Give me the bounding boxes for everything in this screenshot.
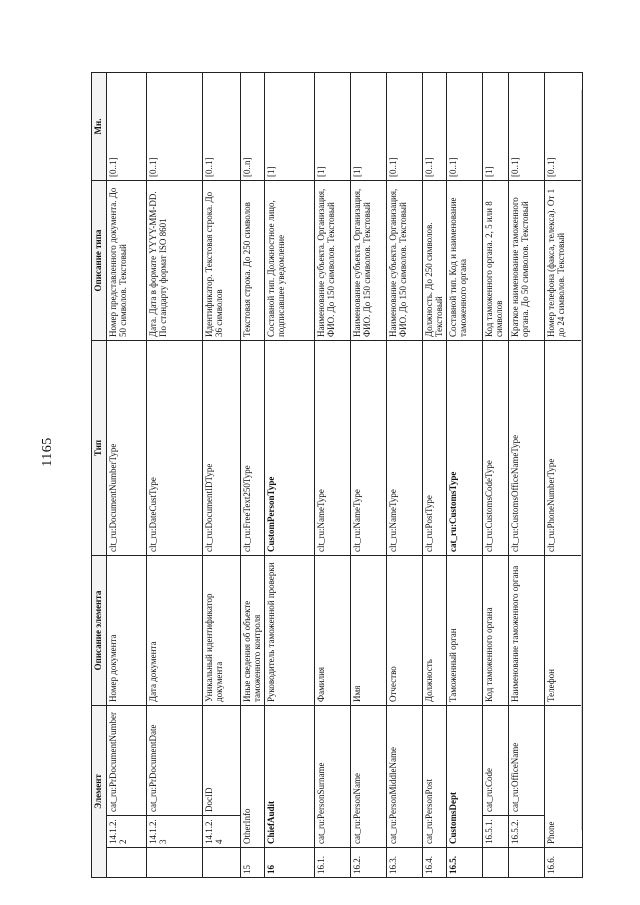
row-type-description: Номер представленного документа. До 50 символов. Текстовый bbox=[107, 181, 147, 341]
row-type: cat_ru:CustomsType bbox=[447, 341, 483, 556]
row-element-name: Phone bbox=[545, 706, 583, 848]
row-level1-number: 16.6. bbox=[545, 848, 583, 878]
row-type-description: Краткое наименование таможенного органа. До 50 символов. Текстовый bbox=[509, 181, 545, 341]
row-multiplicity: [1] bbox=[315, 73, 351, 181]
row-element-name: CustomsDept bbox=[447, 706, 483, 848]
row-description: Наименование таможенного органа bbox=[509, 556, 545, 706]
row-type: clt_ru:DateCustType bbox=[147, 341, 203, 556]
row-level1-number: 16 bbox=[265, 848, 315, 878]
row-element-name: DocID bbox=[203, 706, 241, 816]
row-multiplicity: [0..1] bbox=[509, 73, 545, 181]
row-type-description: Код таможенного органа. 2, 5 или 8 символов bbox=[483, 181, 509, 341]
row-type-description: Номер телефона (факса, телекса). От 1 до 24 символов. Текстовый bbox=[545, 181, 583, 341]
document-page bbox=[91, 73, 571, 878]
row-level1-number: 16.4. bbox=[423, 848, 447, 878]
row-multiplicity: [1] bbox=[265, 73, 315, 181]
table-row bbox=[387, 73, 423, 878]
header-element: Элемент bbox=[92, 706, 107, 878]
row-level1-number: 16.3. bbox=[387, 848, 423, 878]
row-multiplicity: [0..n] bbox=[241, 73, 265, 181]
row-multiplicity: [0..1] bbox=[107, 73, 147, 181]
row-level1-number: 16.1. bbox=[315, 848, 351, 878]
row-element-name: ChiefAudit bbox=[265, 706, 315, 848]
table-header-row bbox=[92, 73, 107, 878]
row-level1-number bbox=[147, 848, 203, 878]
table-row bbox=[545, 73, 583, 878]
row-description: Руководитель таможенной проверки bbox=[265, 556, 315, 706]
row-type: clt_ru:CustomsOfficeNameType bbox=[509, 341, 545, 556]
table-row bbox=[107, 73, 147, 878]
row-description: Таможенный орган bbox=[447, 556, 483, 706]
row-description: Имя bbox=[351, 556, 387, 706]
row-level1-number: 16.5. bbox=[447, 848, 483, 878]
header-multiplicity: Мн. bbox=[92, 73, 107, 181]
row-type: clt_ru:FreeText250Type bbox=[241, 341, 265, 556]
row-level2-number: 14.1.2.3 bbox=[147, 816, 203, 848]
table-row bbox=[509, 73, 545, 878]
row-multiplicity: [0..1] bbox=[423, 73, 447, 181]
row-element-name: cat_ru:PersonMiddleName bbox=[387, 706, 423, 848]
row-multiplicity: [0..1] bbox=[387, 73, 423, 181]
row-description: Уникальный идентификатор документа bbox=[203, 556, 241, 706]
row-level1-number bbox=[107, 848, 147, 878]
row-element-name: cat_ru:PersonSurname bbox=[315, 706, 351, 848]
row-level1-number bbox=[203, 848, 241, 878]
row-description: Фамилия bbox=[315, 556, 351, 706]
row-type-description: Наименование субъекта. Организация, ФИО. До 150 символов. Текстовый bbox=[315, 181, 351, 341]
row-description: Отчество bbox=[387, 556, 423, 706]
row-level1-number: 15 bbox=[241, 848, 265, 878]
header-type: Тип bbox=[92, 341, 107, 556]
row-type: clt_ru:NameType bbox=[315, 341, 351, 556]
row-description: Телефон bbox=[545, 556, 583, 706]
row-type-description: Наименование субъекта. Организация, ФИО. До 150 символов. Текстовый bbox=[387, 181, 423, 341]
row-description: Код таможенного органа bbox=[483, 556, 509, 706]
row-type: CustomPersonType bbox=[265, 341, 315, 556]
row-level1-number: 16.2. bbox=[351, 848, 387, 878]
table-row bbox=[351, 73, 387, 878]
row-type: clt_ru:DocumentIDType bbox=[203, 341, 241, 556]
row-element-name: cat_ru:PersonName bbox=[351, 706, 387, 848]
row-description: Дата документа bbox=[147, 556, 203, 706]
header-description: Описание элемента bbox=[92, 556, 107, 706]
table-row bbox=[265, 73, 315, 878]
table-row bbox=[241, 73, 265, 878]
row-description: Номер документа bbox=[107, 556, 147, 706]
table-row bbox=[315, 73, 351, 878]
row-level1-number bbox=[483, 848, 509, 878]
row-multiplicity: [1] bbox=[483, 73, 509, 181]
row-type: clt_ru:PhoneNumberType bbox=[545, 341, 583, 556]
row-element-name: OtherInfo bbox=[241, 706, 265, 848]
table-row bbox=[203, 73, 241, 878]
row-type: clt_ru:NameType bbox=[387, 341, 423, 556]
row-multiplicity: [1] bbox=[351, 73, 387, 181]
row-type: clt_ru:CustomsCodeType bbox=[483, 341, 509, 556]
row-type-description: Идентификатор. Текстовая строка. До 36 символов bbox=[203, 181, 241, 341]
row-type-description: Наименование субъекта. Организация, ФИО. До 150 символов. Текстовый bbox=[351, 181, 387, 341]
row-level2-number: 16.5.1. bbox=[483, 816, 509, 848]
row-type-description: Должность. До 250 символов. Текстовый bbox=[423, 181, 447, 341]
row-multiplicity: [0..1] bbox=[147, 73, 203, 181]
row-element-name: cat_ru:PrDocumentNumber bbox=[107, 706, 147, 816]
scan-edge-divider bbox=[581, 90, 582, 830]
page-number: 1165 bbox=[40, 437, 55, 467]
row-type: clt_ru:PostType bbox=[423, 341, 447, 556]
row-type-description: Дата. Дата в формате YYYY-MM-DD. По стандарту формат ISO 8601 bbox=[147, 181, 203, 341]
row-level2-number: 14.1.2.4 bbox=[203, 816, 241, 848]
row-multiplicity: [0..1] bbox=[203, 73, 241, 181]
table-row bbox=[483, 73, 509, 878]
row-multiplicity: [0..1] bbox=[447, 73, 483, 181]
row-level2-number: 16.5.2. bbox=[509, 816, 545, 848]
row-level1-number bbox=[509, 848, 545, 878]
table-row bbox=[147, 73, 203, 878]
row-type: clt_ru:NameType bbox=[351, 341, 387, 556]
row-type: clt_ru:DocumentNumberType bbox=[107, 341, 147, 556]
row-description: Должность bbox=[423, 556, 447, 706]
row-type-description: Текстовая строка. До 250 символов bbox=[241, 181, 265, 341]
header-type-description: Описание типа bbox=[92, 181, 107, 341]
row-description: Иные сведения об объекте таможенного контроля bbox=[241, 556, 265, 706]
row-multiplicity: [0..1] bbox=[545, 73, 583, 181]
table-row bbox=[423, 73, 447, 878]
row-level2-number: 14.1.2.2 bbox=[107, 816, 147, 848]
row-element-name: cat_ru:PrDocumentDate bbox=[147, 706, 203, 816]
elements-table bbox=[91, 72, 583, 878]
row-type-description: Составной тип. Должностное лицо, подписавшее уведомление bbox=[265, 181, 315, 341]
table-row bbox=[447, 73, 483, 878]
row-type-description: Составной тип. Код и наименование таможенного органа bbox=[447, 181, 483, 341]
row-element-name: cat_ru:OfficeName bbox=[509, 706, 545, 816]
row-element-name: cat_ru:Code bbox=[483, 706, 509, 816]
row-element-name: cat_ru:PersonPost bbox=[423, 706, 447, 848]
